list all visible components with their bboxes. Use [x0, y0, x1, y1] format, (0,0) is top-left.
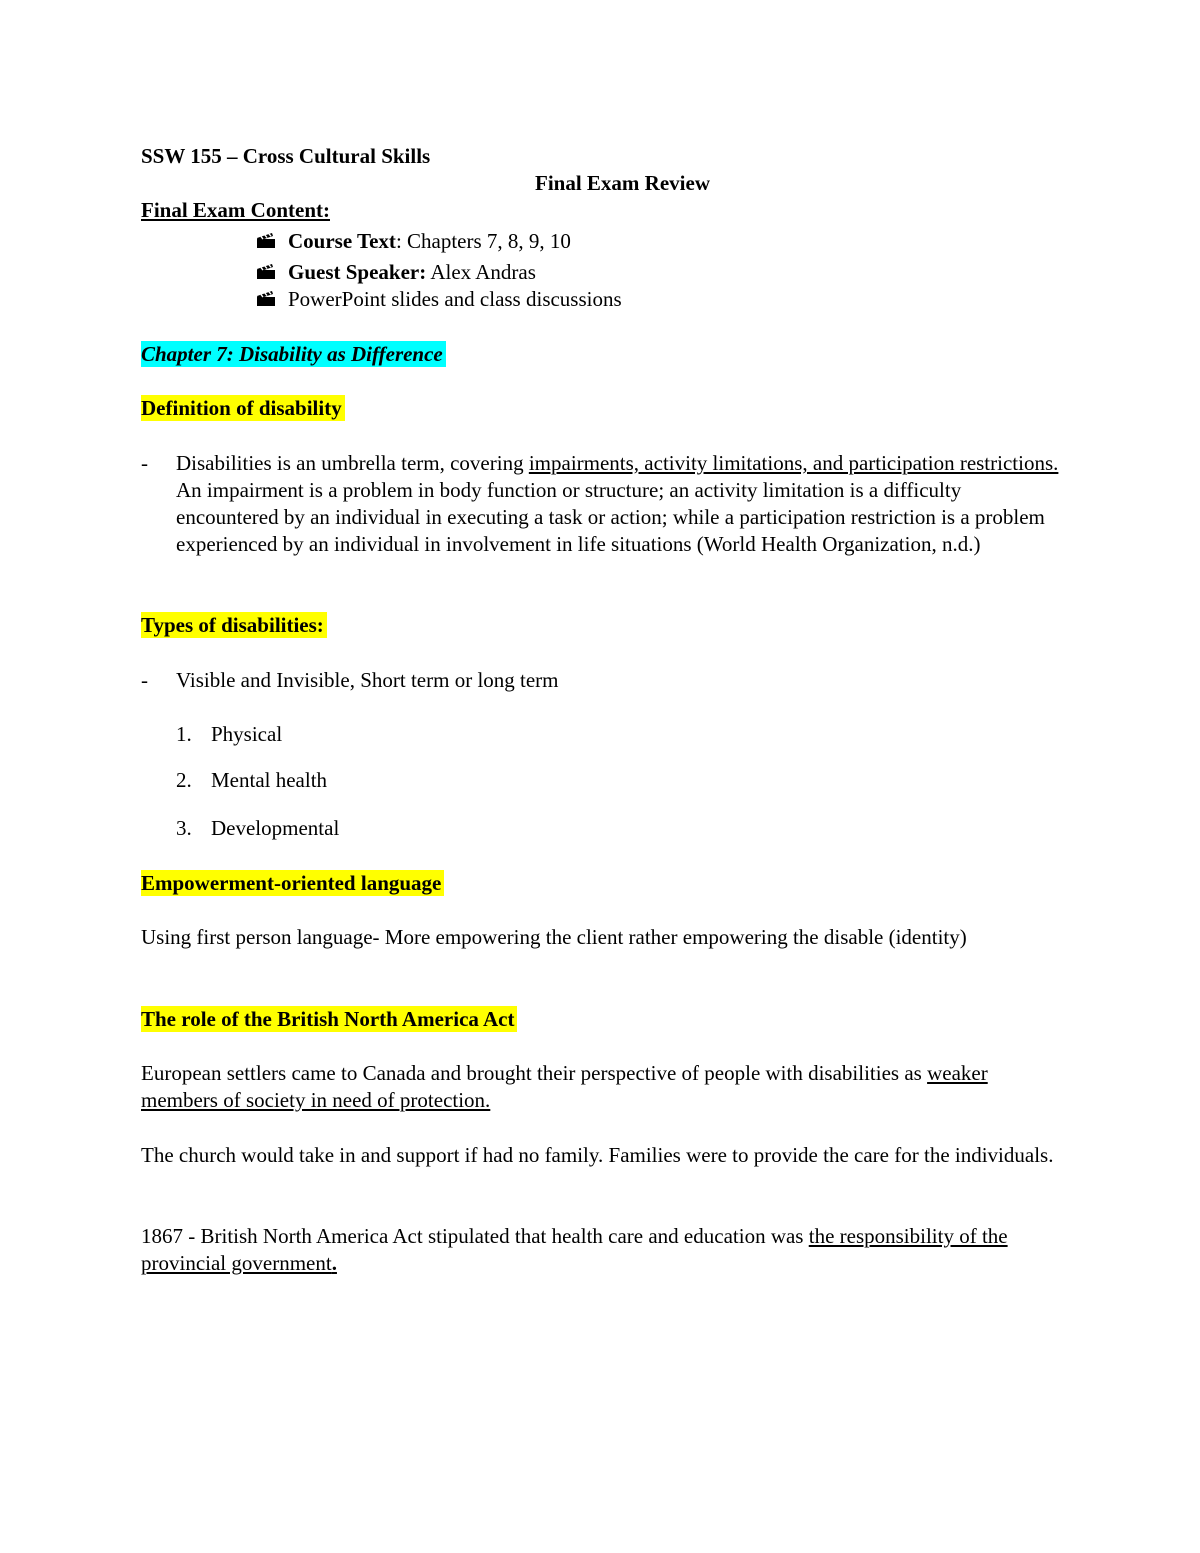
list-label: Physical [211, 722, 283, 746]
definition-heading-text: Definition of disability [141, 395, 345, 421]
bna-p3-period: . [331, 1251, 337, 1275]
bna-paragraph-3 [141, 1223, 1066, 1277]
course-title: SSW 155 – Cross Cultural Skills [141, 144, 431, 168]
bna-heading-text: The role of the British North America Act [141, 1006, 517, 1032]
bna-p3-text: 1867 - British North America Act stipulated that health care and education was [141, 1224, 809, 1248]
course-text-value: : Chapters 7, 8, 9, 10 [395, 229, 571, 253]
content-item-slides [256, 286, 622, 313]
list-number: 1. [176, 722, 192, 746]
guest-speaker-label: Guest Speaker: [288, 260, 427, 284]
types-dash: - [141, 668, 148, 692]
course-text-label: Course Text [288, 229, 396, 253]
definition-heading [141, 395, 345, 422]
content-item-guest-speaker [256, 259, 536, 286]
bna-p1-underlined: weaker members of society in need of protection. [141, 1061, 988, 1112]
document-title: Final Exam Review [535, 171, 710, 195]
language-paragraph: Using first person language- More empowering the client rather empowering the disable (identity) [141, 925, 967, 949]
bna-p3-underlined: the responsibility of the provincial government [141, 1224, 1008, 1275]
list-number: 3. [176, 816, 192, 840]
slides-text: PowerPoint slides and class discussions [288, 287, 622, 311]
clapperboard-icon [256, 233, 276, 249]
list-item [176, 767, 327, 794]
bna-paragraph-1 [141, 1060, 1041, 1114]
bna-paragraph-2: The church would take in and support if had no family. Families were to provide the care for the individuals. [141, 1143, 1054, 1167]
content-item-course-text [256, 228, 571, 255]
list-item [176, 815, 339, 842]
list-number: 2. [176, 768, 192, 792]
definition-text-post: An impairment is a problem in body function or structure; an activity limitation is a difficulty encountered by an individual in executing a task or action; while a participation restriction is a problem experienced by an individual in involvement in life situations (World Health Organization, n.d.) [176, 478, 1045, 556]
guest-speaker-value: Alex Andras [426, 260, 536, 284]
chapter-heading-text: Chapter 7: Disability as Difference [141, 341, 446, 367]
types-heading-text: Types of disabilities: [141, 612, 327, 638]
bna-heading [141, 1006, 517, 1033]
list-label: Mental health [211, 768, 328, 792]
language-heading-text: Empowerment-oriented language [141, 870, 444, 896]
bna-p1-text: European settlers came to Canada and brought their perspective of people with disabilities as [141, 1061, 928, 1085]
exam-content-heading: Final Exam Content: [141, 198, 330, 222]
types-heading [141, 612, 327, 639]
clapperboard-icon [256, 291, 276, 307]
list-item [176, 721, 282, 748]
definition-text-underlined: impairments, activity limitations, and participation restrictions. [528, 451, 1059, 475]
definition-paragraph [176, 450, 1066, 558]
language-heading [141, 870, 444, 897]
list-label: Developmental [211, 816, 340, 840]
definition-text-pre: Disabilities is an umbrella term, covering [176, 451, 529, 475]
chapter-heading [141, 341, 446, 368]
definition-dash: - [141, 451, 148, 475]
clapperboard-icon [256, 264, 276, 280]
types-text: Visible and Invisible, Short term or long term [176, 668, 559, 692]
